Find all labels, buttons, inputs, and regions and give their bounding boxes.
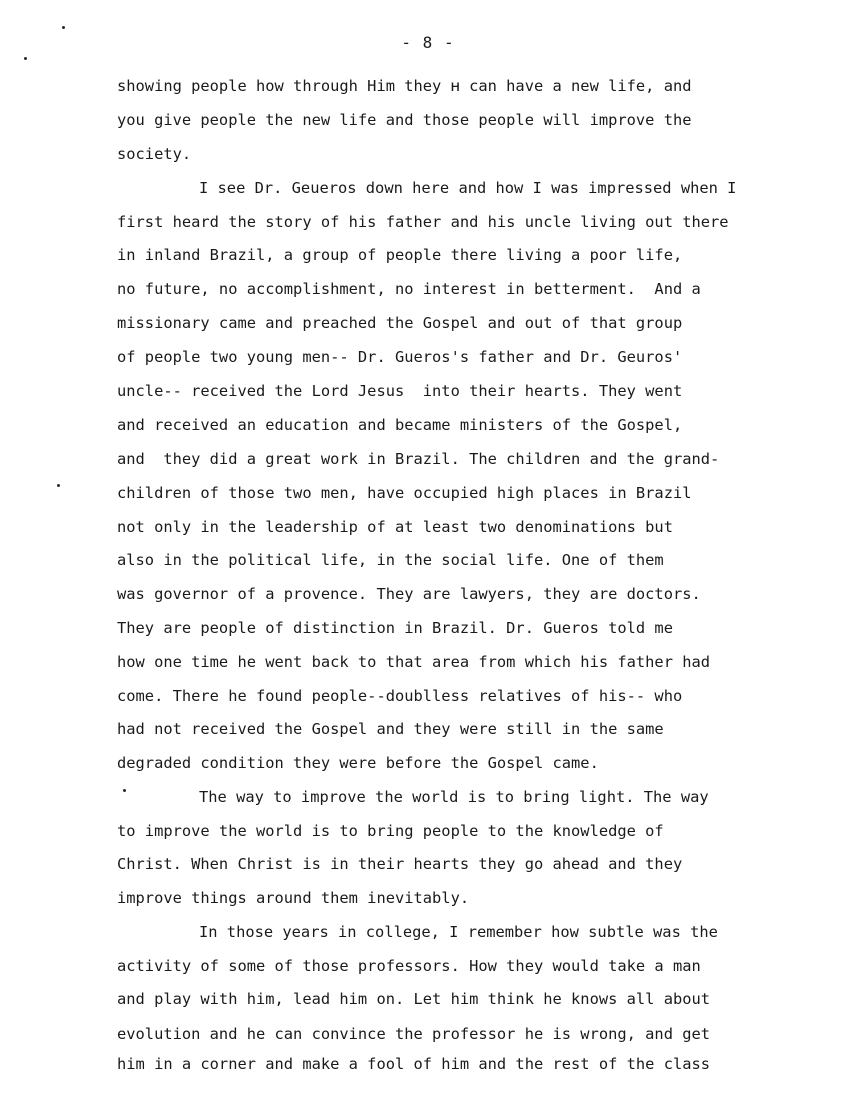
text-line: no future, no accomplishment, no interest in betterment. And a: [117, 280, 701, 298]
text-line: missionary came and preached the Gospel and out of that group: [117, 314, 683, 332]
scan-speck: [24, 57, 27, 60]
text-line: in inland Brazil, a group of people there living a poor life,: [117, 246, 683, 264]
scan-speck: [62, 26, 65, 29]
text-line: how one time he went back to that area from which his father had: [117, 653, 711, 671]
text-line: Christ. When Christ is in their hearts they go ahead and they: [117, 855, 683, 873]
text-line: uncle-- received the Lord Jesus into their hearts. They went: [117, 382, 683, 400]
text-line: of people two young men-- Dr. Gueros's father and Dr. Geuros': [117, 348, 683, 366]
text-line: and they did a great work in Brazil. The children and the grand-: [117, 450, 720, 468]
text-line: to improve the world is to bring people to the knowledge of: [117, 822, 664, 840]
text-line: was governor of a provence. They are lawyers, they are doctors.: [117, 585, 701, 603]
page-number: - 8 -: [401, 33, 455, 52]
text-line: not only in the leadership of at least two denominations but: [117, 518, 673, 536]
text-line: him in a corner and make a fool of him and the rest of the class: [117, 1055, 711, 1073]
text-line: The way to improve the world is to bring light. The way: [199, 788, 709, 806]
text-line: In those years in college, I remember how subtle was the: [199, 923, 718, 941]
text-line: come. There he found people--doublless relatives of his-- who: [117, 687, 683, 705]
text-line: had not received the Gospel and they were still in the same: [117, 720, 664, 738]
text-line: you give people the new life and those people will improve the: [117, 111, 692, 129]
text-line: improve things around them inevitably.: [117, 889, 470, 907]
text-line: society.: [117, 145, 192, 163]
text-line: I see Dr. Geueros down here and how I was impressed when I: [199, 179, 737, 197]
scan-speck: [57, 484, 60, 487]
text-line: They are people of distinction in Brazil. Dr. Gueros told me: [117, 619, 673, 637]
text-line: and received an education and became ministers of the Gospel,: [117, 416, 683, 434]
text-line: showing people how through Him they ʜ can have a new life, and: [117, 77, 692, 95]
text-line: evolution and he can convince the professor he is wrong, and get: [117, 1025, 711, 1043]
text-line: first heard the story of his father and his uncle living out there: [117, 213, 729, 231]
scan-speck: [123, 789, 126, 792]
text-line: also in the political life, in the social life. One of them: [117, 551, 664, 569]
text-line: degraded condition they were before the Gospel came.: [117, 754, 599, 772]
text-line: activity of some of those professors. How they would take a man: [117, 957, 701, 975]
text-line: and play with him, lead him on. Let him think he knows all about: [117, 990, 711, 1008]
text-line: children of those two men, have occupied high places in Brazil: [117, 484, 692, 502]
